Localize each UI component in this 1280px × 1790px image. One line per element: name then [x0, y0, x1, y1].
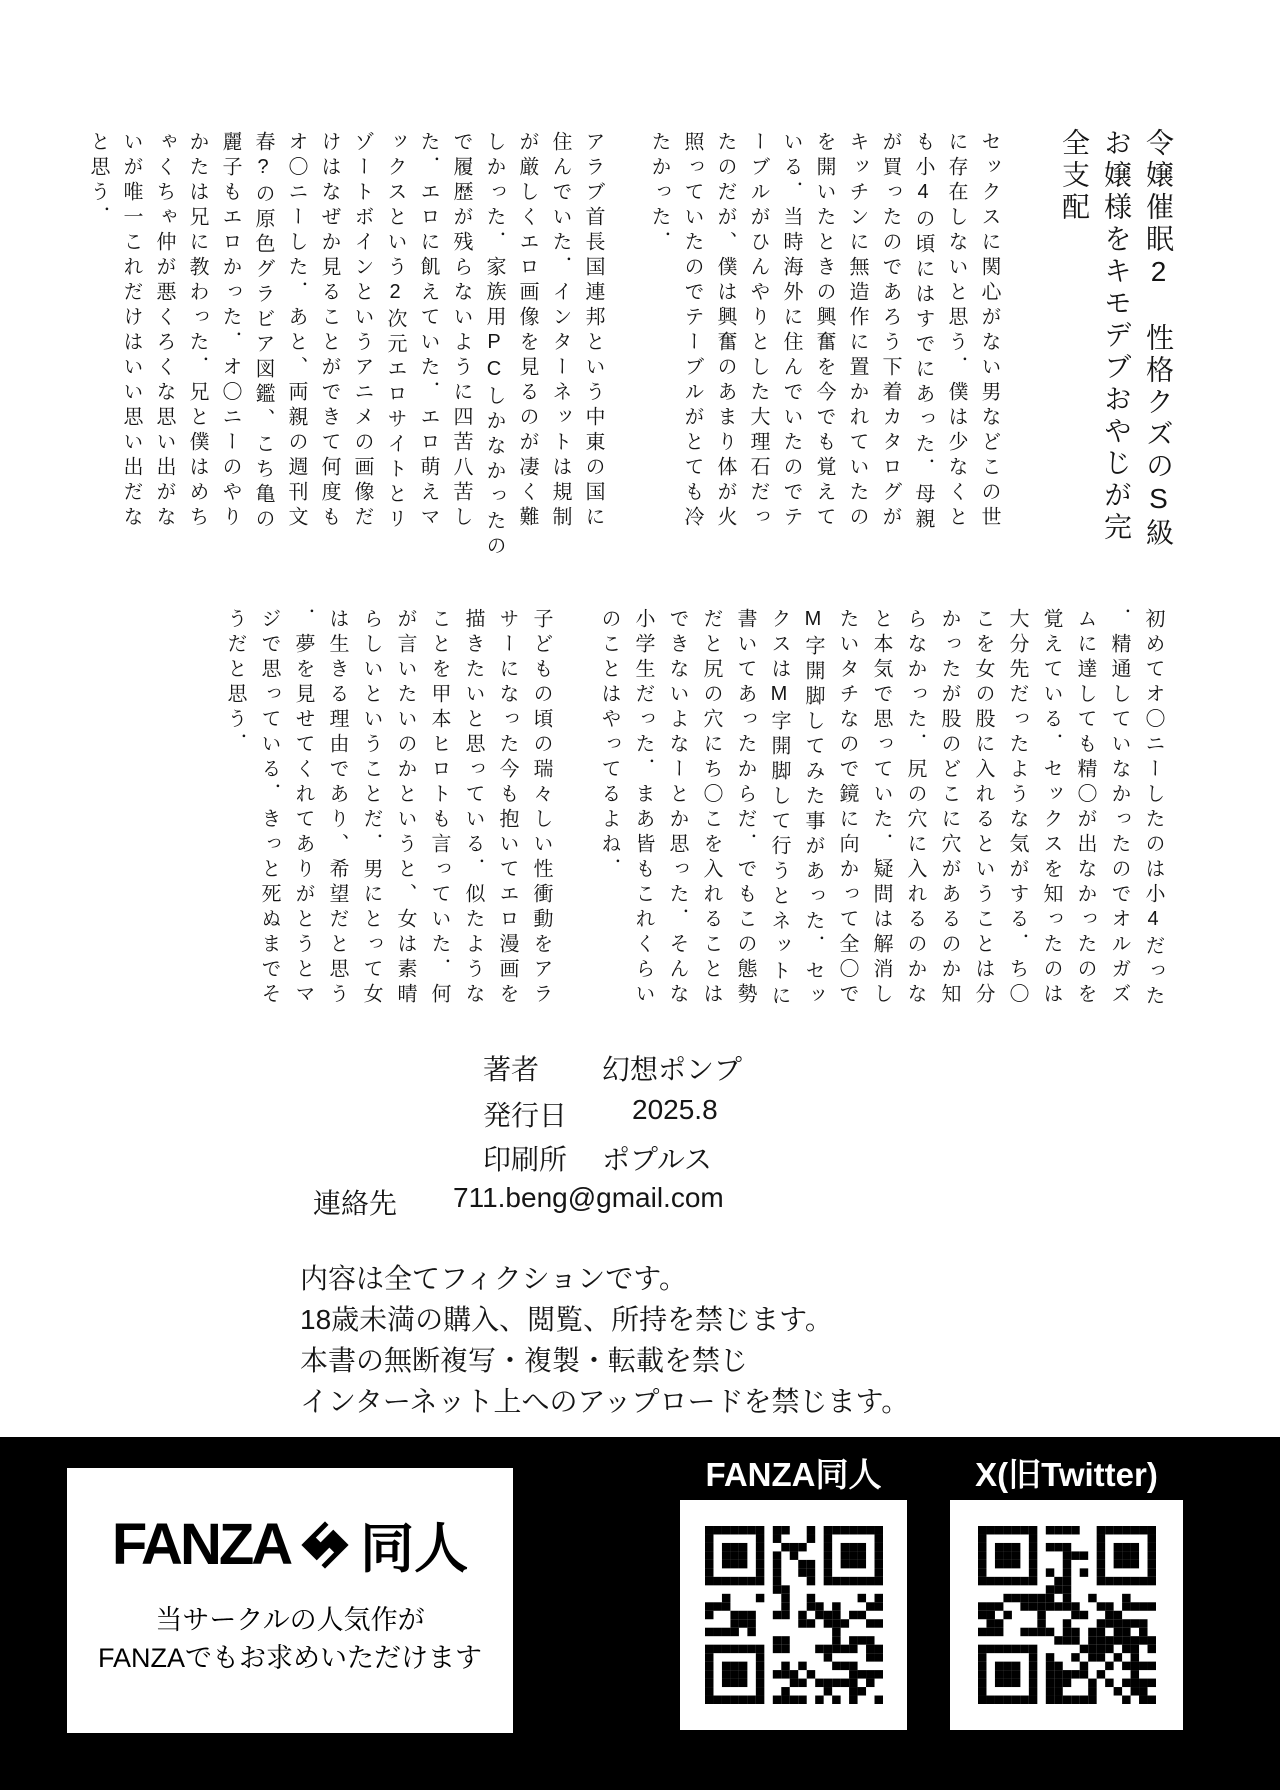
text-column: 18歳未満の購入、閲覧、所持を禁じます。 [300, 1304, 833, 1335]
text-column: 描きたいと思っている．似たような [462, 608, 484, 1008]
printer-label: 印刷所 [483, 1144, 568, 1175]
text-column: 大分先だったような気がする．ち〇 [1006, 608, 1028, 1008]
text-column: 子どもの頃の瑞々しい性衝動をアラ [530, 608, 552, 1008]
qr-heading-fanza: FANZA同人 [705, 1456, 882, 1493]
text-column: ックスという2次元エロサイトとリ [384, 131, 406, 533]
text-column: お嬢様をキモデブおやじが完 [1101, 128, 1132, 544]
text-column: を開いたときの興奮を今でも覚えて [813, 131, 835, 531]
contact-email: 711.beng@gmail.com [453, 1182, 724, 1213]
text-column: のことはやってるよね． [598, 608, 620, 883]
text-column: サーになった今も抱いてエロ漫画を [496, 608, 518, 1008]
text-column: 照っていたのでテーブルがとても冷 [681, 131, 703, 531]
text-column: 本書の無断複写・複製・転載を禁じ [300, 1345, 749, 1376]
text-column: ーブルがひんやりとした大理石だっ [747, 131, 769, 531]
promo-line-2: FANZAでもお求めいただけます [97, 1643, 482, 1673]
text-column: 全支配 [1059, 128, 1090, 224]
text-column: オ〇ニーした．あと、両親の週刊文 [285, 131, 307, 531]
text-column: 覚えている．セックスを知ったのは [1040, 608, 1062, 1008]
text-column: ゃくちゃ仲が悪くろくな思い出がな [153, 131, 175, 531]
fanza-diamond-icon [298, 1518, 352, 1572]
text-column: たいタチなので鏡に向かって全〇で [836, 608, 858, 1008]
fanza-logo-text: FANZA [111, 1512, 291, 1577]
text-column: 初めてオ〇ニーしたのは小4だった [1142, 608, 1164, 1010]
text-column: ．夢を見せてくれてありがとうとマ [292, 608, 314, 1008]
text-column: 住んでいた．インターネットは規制 [549, 131, 571, 531]
text-column: 小学生だった．まあ皆もこれくらい [632, 608, 654, 1008]
qr-code-x-twitter-image [978, 1526, 1156, 1704]
text-column: 令嬢催眠2 性格クズのS級 [1143, 128, 1174, 550]
text-column: いる．当時海外に住んでいたのでテ [780, 131, 802, 531]
qr-code-x-twitter [950, 1500, 1183, 1730]
text-column: も小4の頃にはすでにあった．母親 [912, 131, 934, 533]
text-column: 春?の原色グラビア図鑑、こち亀の [252, 131, 274, 533]
qr-code-fanza [680, 1500, 907, 1730]
text-column: クスはM字開脚して行うとネットに [768, 608, 790, 1010]
text-column: かたは兄に教わった．兄と僕はめち [186, 131, 208, 531]
text-column: けはなぜか見ることができて何度も [318, 131, 340, 531]
text-column: は生きる理由であり、希望だと思う [326, 608, 348, 1008]
text-column: と本気で思っていた．疑問は解消し [870, 608, 892, 1008]
text-column: かったが股のどこに穴があるのか知 [938, 608, 960, 1008]
publish-date-label: 発行日 [483, 1100, 568, 1131]
text-column: ムに達しても精〇が出なかったのを [1074, 608, 1096, 1008]
printer-value: ポプルス [602, 1144, 713, 1175]
text-column: ゾートボインというアニメの画像だ [351, 131, 373, 531]
text-column: アラブ首長国連邦という中東の国に [582, 131, 604, 531]
text-column: で履歴が残らないように四苦八苦し [450, 131, 472, 531]
text-column: が買ったのであろう下着カタログが [879, 131, 901, 531]
text-column: が厳しくエロ画像を見るのが凄く難 [516, 131, 538, 531]
text-column: だと尻の穴にち〇こを入れることは [700, 608, 722, 1008]
text-column: インターネット上へのアップロードを禁じます。 [300, 1386, 910, 1417]
fanza-doujin-logo [67, 1506, 513, 1583]
publish-date-value: 2025.8 [632, 1094, 718, 1125]
text-column: に存在しないと思う．僕は少なくと [945, 131, 967, 531]
text-column: こを女の股に入れるということは分 [972, 608, 994, 1008]
text-column: 書いてあったからだ．でもこの態勢 [734, 608, 756, 1008]
text-column: たのだが、僕は興奮のあまり体が火 [714, 131, 736, 531]
text-column: ．精通していなかったのでオルガズ [1108, 608, 1130, 1008]
text-column: らなかった．尻の穴に入れるのかな [904, 608, 926, 1008]
text-column: セックスに関心がない男などこの世 [978, 131, 1000, 531]
book-title [1052, 128, 1178, 568]
text-column: た．エロに飢えていた．エロ萌えマ [417, 131, 439, 531]
fanza-logo-suffix: 同人 [360, 1519, 469, 1579]
qr-heading-x-twitter: X(旧Twitter) [975, 1456, 1158, 1493]
text-column: 麗子もエロかった．オ〇ニーのやり [219, 131, 241, 531]
text-column: らしいということだ．男にとって女 [360, 608, 382, 1008]
afterword-block-1 [80, 131, 1004, 561]
text-column: しかった．家族用PCしかなかったの [483, 131, 505, 560]
notice-lines [300, 1258, 909, 1422]
author-value: 幻想ポンプ [602, 1054, 743, 1085]
text-column: キッチンに無造作に置かれていたの [846, 131, 868, 531]
afterword-block-2 [216, 608, 1168, 1038]
text-column: M字開脚してみた事があった．セッ [802, 608, 824, 1010]
promo-line-1: 当サークルの人気作が [155, 1605, 425, 1635]
text-column: たかった． [648, 131, 670, 256]
author-label: 著者 [483, 1054, 540, 1085]
text-column: できないよなーとか思った．そんな [666, 608, 688, 1008]
text-column: ことを甲本ヒロトも言っていた．何 [428, 608, 450, 1008]
text-column: が言いたいのかというと、女は素晴 [394, 608, 416, 1008]
fanza-promo-box [67, 1468, 513, 1733]
text-column: いが唯一これだけはいい思い出だな [120, 131, 142, 531]
text-column: と思う． [87, 131, 109, 231]
text-column: 内容は全てフィクションです。 [300, 1263, 687, 1294]
text-column: ジで思っている．きっと死ぬまでそ [258, 608, 280, 1008]
fanza-promo-text [67, 1601, 513, 1677]
footer [0, 1437, 1280, 1790]
text-column: うだと思う． [224, 608, 246, 758]
qr-code-fanza-image [705, 1526, 883, 1704]
contact-label: 連絡先 [313, 1188, 398, 1219]
